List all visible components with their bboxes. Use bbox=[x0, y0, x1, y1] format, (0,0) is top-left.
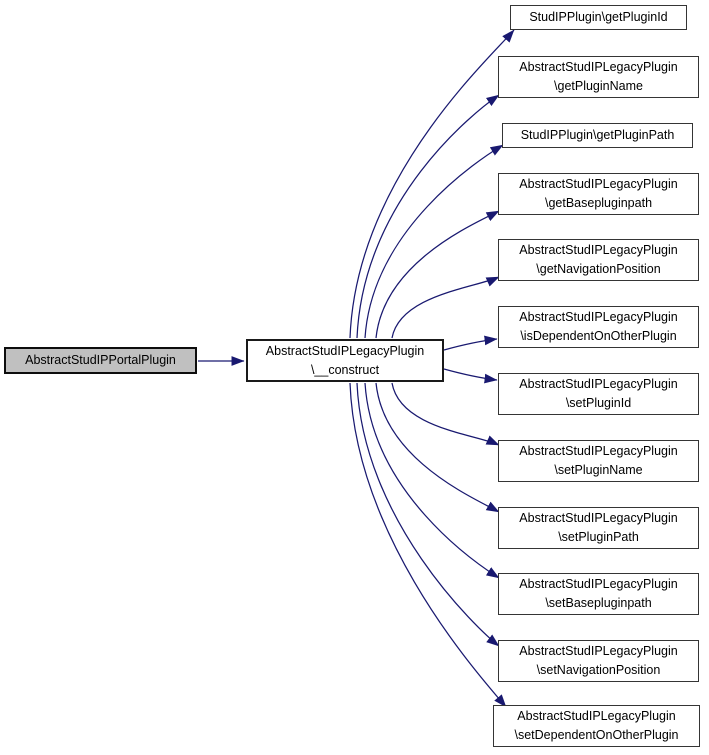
callee-node[interactable] bbox=[498, 373, 699, 415]
node-label: AbstractStudIPLegacyPlugin bbox=[519, 310, 678, 324]
callee-node[interactable] bbox=[498, 173, 699, 215]
node-label: AbstractStudIPLegacyPlugin bbox=[519, 377, 678, 391]
node-label: \isDependentOnOtherPlugin bbox=[520, 329, 677, 343]
node-label: \setDependentOnOtherPlugin bbox=[514, 728, 679, 742]
caller-node[interactable] bbox=[4, 347, 197, 374]
node-label: AbstractStudIPLegacyPlugin bbox=[519, 577, 678, 591]
node-label: \setNavigationPosition bbox=[536, 663, 661, 677]
callee-node[interactable] bbox=[498, 440, 699, 482]
node-label: \setPluginId bbox=[565, 396, 632, 410]
callee-node[interactable] bbox=[493, 705, 700, 747]
node-label: \getNavigationPosition bbox=[536, 262, 661, 276]
callee-node[interactable] bbox=[502, 123, 693, 148]
call-edge-3 bbox=[376, 211, 499, 338]
node-label: AbstractStudIPPortalPlugin bbox=[25, 353, 176, 367]
node-label: AbstractStudIPLegacyPlugin bbox=[265, 343, 425, 358]
node-label: AbstractStudIPLegacyPlugin bbox=[519, 177, 678, 191]
call-edge-6 bbox=[444, 369, 497, 380]
callee-node[interactable] bbox=[498, 306, 699, 348]
call-edge-9 bbox=[365, 383, 499, 578]
node-label: \setPluginName bbox=[554, 463, 643, 477]
callee-node[interactable] bbox=[510, 5, 687, 30]
call-edge-8 bbox=[376, 383, 499, 512]
callee-node[interactable] bbox=[498, 640, 699, 682]
call-edge-7 bbox=[392, 383, 499, 445]
node-label: AbstractStudIPLegacyPlugin bbox=[519, 644, 678, 658]
callee-node[interactable] bbox=[498, 56, 699, 98]
node-label: \__construct bbox=[310, 362, 380, 377]
call-edge-11 bbox=[350, 383, 506, 707]
node-label: \getPluginName bbox=[554, 79, 643, 93]
node-label: StudIPPlugin\getPluginId bbox=[529, 10, 668, 24]
node-label: \setPluginPath bbox=[558, 530, 639, 544]
callee-node[interactable] bbox=[498, 573, 699, 615]
node-label: StudIPPlugin\getPluginPath bbox=[520, 128, 675, 142]
node-label: AbstractStudIPLegacyPlugin bbox=[519, 243, 678, 257]
call-edge-5 bbox=[444, 339, 497, 350]
node-label: AbstractStudIPLegacyPlugin bbox=[519, 60, 678, 74]
callee-node[interactable] bbox=[498, 507, 699, 549]
node-label: AbstractStudIPLegacyPlugin bbox=[519, 444, 678, 458]
node-label: \getBasepluginpath bbox=[544, 196, 653, 210]
node-label: AbstractStudIPLegacyPlugin bbox=[517, 709, 676, 723]
node-label: \setBasepluginpath bbox=[545, 596, 652, 610]
root-node[interactable] bbox=[246, 339, 444, 382]
call-edge-2 bbox=[365, 145, 503, 338]
callee-node[interactable] bbox=[498, 239, 699, 281]
node-label: AbstractStudIPLegacyPlugin bbox=[519, 511, 678, 525]
call-edge-4 bbox=[392, 277, 499, 338]
